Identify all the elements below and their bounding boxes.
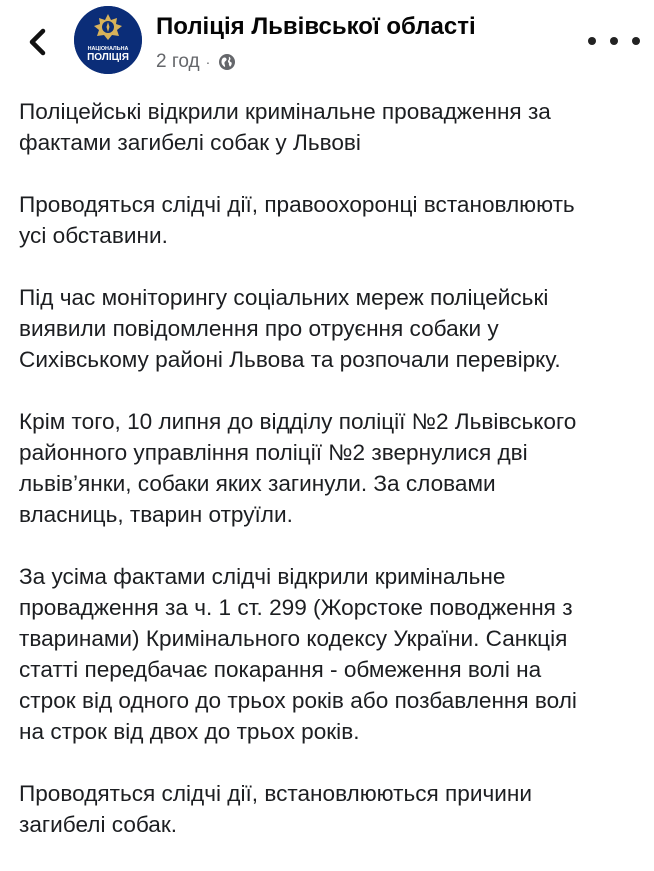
avatar[interactable] bbox=[74, 6, 142, 74]
post-paragraph: За усіма фактами слідчі відкрили кримінальне провадження за ч. 1 ст. 299 (Жорстоке поводження з тваринами) Кримінального кодексу України. Санкція статті передбачає покарання - обмеження волі на строк від одного до трьох років або позбавлення волі на строк від двох до трьох років. bbox=[19, 564, 577, 744]
globe-icon[interactable] bbox=[218, 53, 236, 71]
meta-separator: · bbox=[205, 54, 211, 70]
avatar-label-top: НАЦІОНАЛЬНА bbox=[87, 46, 129, 52]
back-button[interactable] bbox=[20, 24, 56, 60]
chevron-left-icon bbox=[20, 24, 56, 60]
avatar-label-bottom: ПОЛІЦІЯ bbox=[87, 52, 129, 63]
post-body bbox=[19, 96, 643, 871]
post-paragraph: Під час моніторингу соціальних мереж поліцейські виявили повідомлення про отруєння собаки у Сихівському районі Львова та розпочали перевірку. bbox=[19, 285, 561, 372]
more-horizontal-icon-dot bbox=[632, 37, 640, 45]
post-paragraph: Поліцейські відкрили кримінальне провадження за фактами загибелі собак у Львові bbox=[19, 99, 551, 155]
more-horizontal-icon-dot bbox=[610, 37, 618, 45]
post-paragraph: Крім того, 10 липня до відділу поліції №2 Львівського районного управління поліції №2 звернулися дві львів’янки, собаки яких загинули. За словами власниць, тварин отруїли. bbox=[19, 409, 577, 527]
more-options-button[interactable] bbox=[588, 28, 640, 54]
page-name-link[interactable]: Поліція Львівської області bbox=[156, 13, 476, 40]
post-paragraph: Проводяться слідчі дії, правоохоронці встановлюють усі обставини. bbox=[19, 192, 575, 248]
post-time[interactable]: 2 год bbox=[156, 51, 200, 72]
more-horizontal-icon-dot bbox=[588, 37, 596, 45]
post-paragraph: Проводяться слідчі дії, встановлюються причини загибелі собак. bbox=[19, 781, 532, 837]
post-header bbox=[0, 0, 654, 90]
post-meta bbox=[156, 51, 236, 73]
